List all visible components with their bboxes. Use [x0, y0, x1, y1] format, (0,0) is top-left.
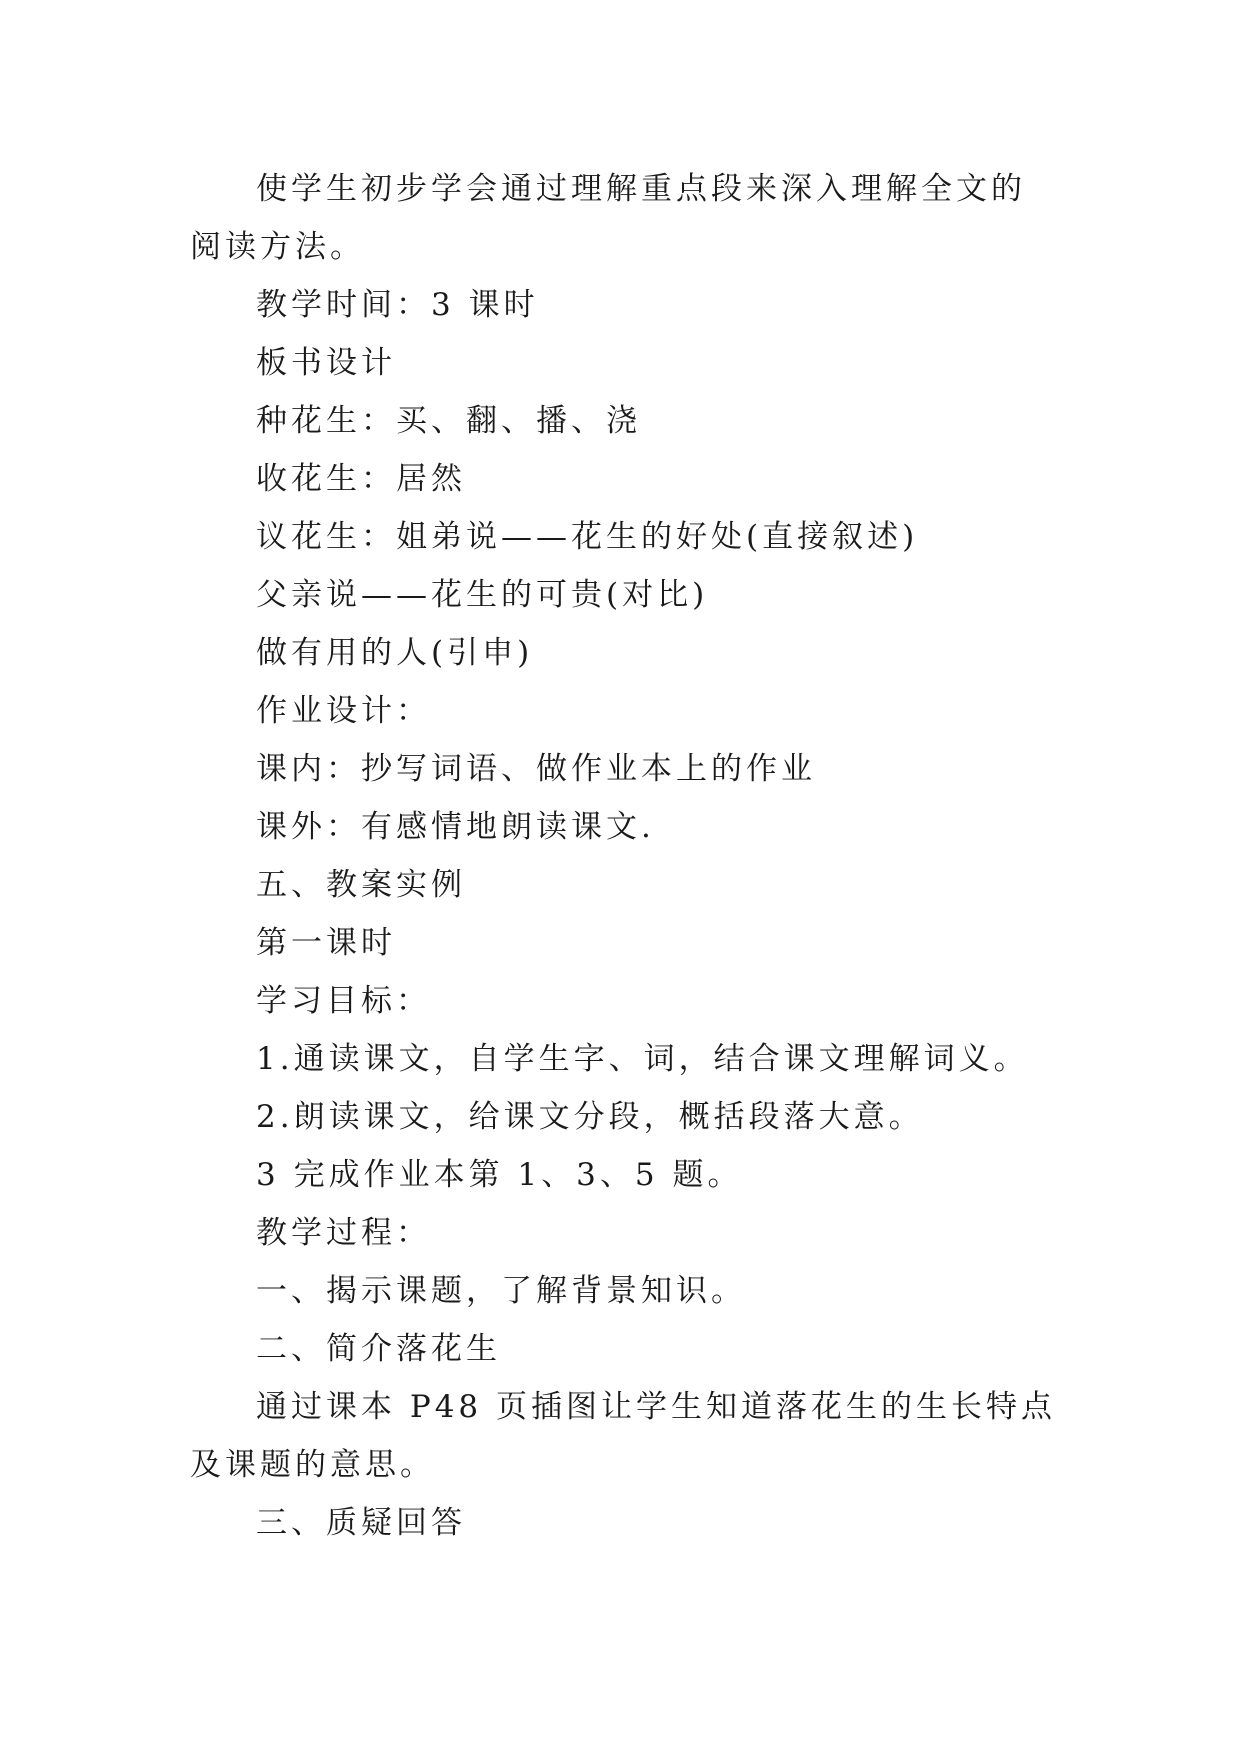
paragraph: 二、简介落花生: [256, 1331, 501, 1367]
paragraph: 使学生初步学会通过理解重点段来深入理解全文的阅读方法。: [190, 171, 1026, 265]
paragraph: 教学过程：: [256, 1215, 431, 1251]
paragraph: 五、教案实例: [256, 867, 466, 903]
paragraph: 课内：抄写词语、做作业本上的作业: [256, 751, 816, 787]
paragraph: 课外：有感情地朗读课文.: [256, 809, 655, 845]
paragraph: 三、质疑回答: [256, 1505, 466, 1541]
paragraph: 作业设计：: [256, 693, 431, 729]
paragraph: 议花生：姐弟说——花生的好处(直接叙述): [256, 519, 919, 555]
paragraph: 种花生：买、翻、播、浇: [256, 403, 641, 439]
paragraph: 教学时间：3 课时: [256, 287, 539, 323]
paragraph: 第一课时: [256, 925, 396, 961]
paragraph: 学习目标：: [256, 983, 431, 1019]
paragraph: 通过课本 P48 页插图让学生知道落花生的生长特点及课题的意思。: [190, 1389, 1057, 1483]
paragraph: 收花生：居然: [256, 461, 466, 497]
paragraph: 2.朗读课文，给课文分段，概括段落大意。: [256, 1099, 924, 1135]
paragraph: 做有用的人(引申): [256, 635, 534, 671]
paragraph: 一、揭示课题，了解背景知识。: [256, 1273, 746, 1309]
paragraph: 板书设计: [256, 345, 396, 381]
paragraph: 1.通读课文，自学生字、词，结合课文理解词义。: [256, 1041, 1029, 1077]
paragraph: 父亲说——花生的可贵(对比): [256, 577, 709, 613]
document-body: [190, 160, 1060, 1552]
paragraph: 3 完成作业本第 1、3、5 题。: [256, 1157, 743, 1193]
